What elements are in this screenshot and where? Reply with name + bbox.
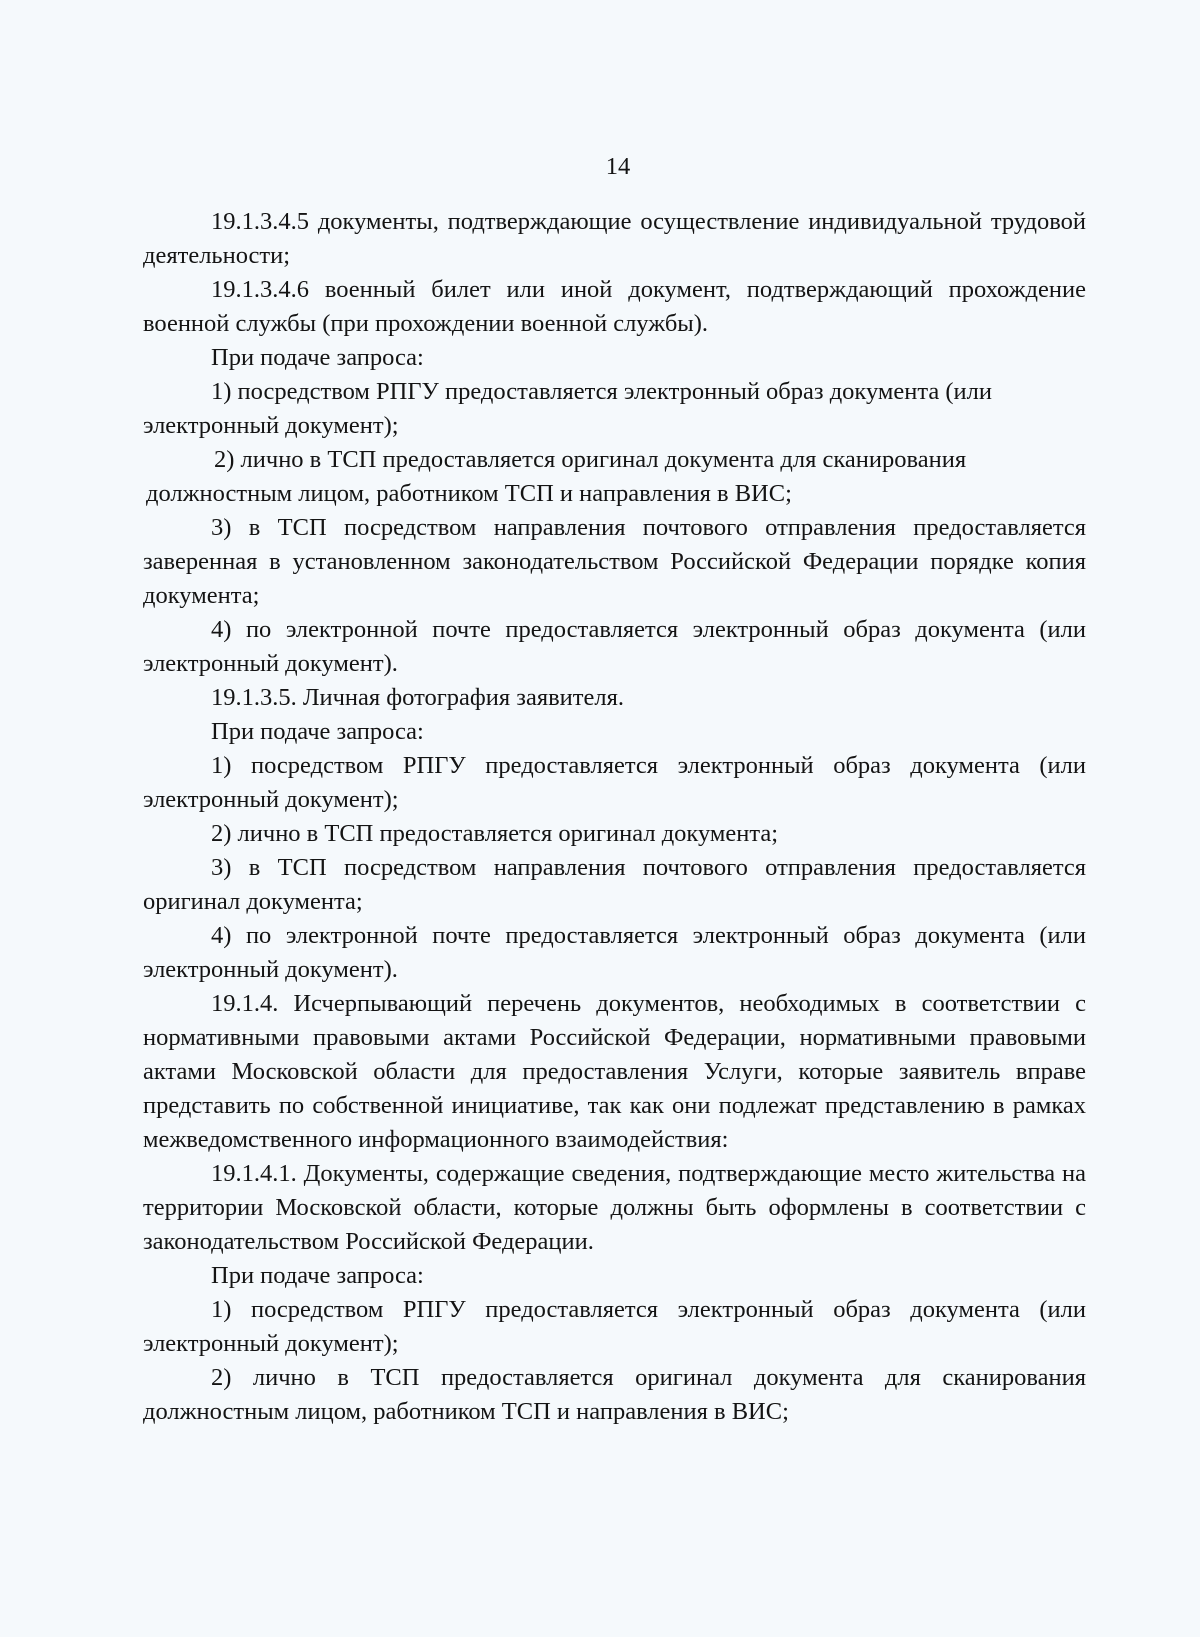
paragraph-item-1-rpgu: 1) посредством РПГУ предоставляется электронный образ документа (или электронный документ); xyxy=(143,1296,1086,1357)
paragraph-19-1-3-5: 19.1.3.5. Личная фотография заявителя. xyxy=(211,684,624,711)
page-number: 14 xyxy=(605,153,631,180)
paragraph-item-1-rpgu: 1) посредством РПГУ предоставляется электронный образ документа (или электронный документ); xyxy=(143,752,1086,813)
paragraph-19-1-4: 19.1.4. Исчерпывающий перечень документов, необходимых в соответствии с нормативными правовыми актами Российской Федерации, нормативными правовыми актами Московской области для предоставления Услуги, которые заявитель вправе представить по собственной инициативе, так как они подлежат представлению в рамках межведомственного информационного взаимодействия: xyxy=(143,990,1086,1153)
paragraph-19-1-4-1: 19.1.4.1. Документы, содержащие сведения, подтверждающие место жительства на территории Московской области, которые должны быть оформлены в соответствии с законодательством Российской Федерации. xyxy=(143,1160,1086,1255)
paragraph-item-2-tsp-in-person: 2) лично в ТСП предоставляется оригинал документа для сканирования должностным лицом, работником ТСП и направления в ВИС; xyxy=(146,446,967,507)
paragraph-19-1-3-4-6: 19.1.3.4.6 военный билет или иной документ, подтверждающий прохождение военной службы (при прохождении военной службы). xyxy=(143,276,1086,337)
paragraph-request-intro: При подаче запроса: xyxy=(211,1262,424,1289)
document-body xyxy=(143,205,1086,1429)
paragraph-item-4-email: 4) по электронной почте предоставляется электронный образ документа (или электронный документ). xyxy=(143,922,1086,983)
paragraph-item-2-tsp-in-person: 2) лично в ТСП предоставляется оригинал документа; xyxy=(211,820,779,847)
paragraph-item-1-rpgu: 1) посредством РПГУ предоставляется электронный образ документа (или электронный документ); xyxy=(143,378,992,439)
paragraph-item-4-email: 4) по электронной почте предоставляется электронный образ документа (или электронный документ). xyxy=(143,616,1086,677)
paragraph-item-3-tsp-mail: 3) в ТСП посредством направления почтового отправления предоставляется оригинал документа; xyxy=(143,854,1086,915)
paragraph-request-intro: При подаче запроса: xyxy=(211,718,424,745)
paragraph-request-intro: При подаче запроса: xyxy=(211,344,424,371)
paragraph-19-1-3-4-5: 19.1.3.4.5 документы, подтверждающие осуществление индивидуальной трудовой деятельности; xyxy=(143,208,1086,269)
paragraph-item-2-tsp-in-person: 2) лично в ТСП предоставляется оригинал документа для сканирования должностным лицом, работником ТСП и направления в ВИС; xyxy=(143,1364,1086,1425)
paragraph-item-3-tsp-mail: 3) в ТСП посредством направления почтового отправления предоставляется заверенная в установленном законодательством Российской Федерации порядке копия документа; xyxy=(143,514,1086,609)
